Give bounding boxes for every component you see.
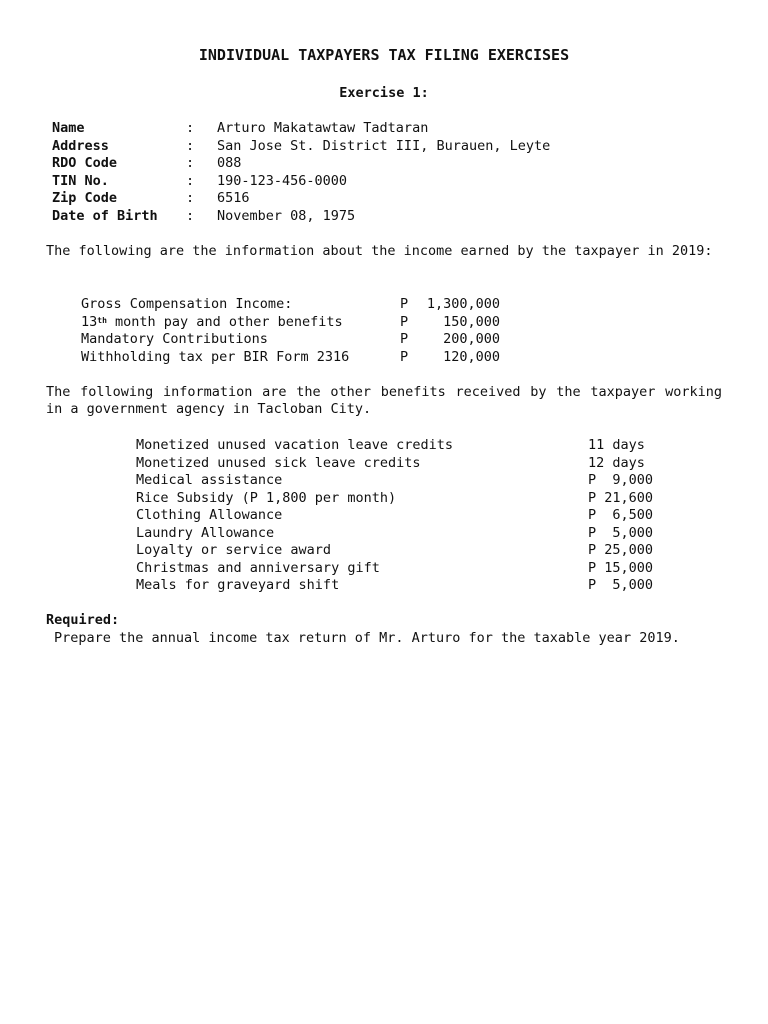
profile-colon: : (186, 120, 195, 136)
income-label-num: 13 (81, 314, 98, 330)
income-currency: P (400, 331, 409, 347)
income-label-rest: month pay and other benefits (106, 314, 343, 330)
income-amount: 120,000 (443, 349, 500, 365)
profile-label-rdo: RDO Code (52, 155, 118, 171)
benefit-value: P 15,000 (588, 560, 654, 576)
benefit-label: Monetized unused vacation leave credits (136, 437, 453, 453)
income-label: Withholding tax per BIR Form 2316 (81, 349, 350, 365)
benefit-label: Medical assistance (136, 472, 283, 488)
profile-colon: : (186, 173, 195, 189)
profile-label-tin: TIN No. (52, 173, 109, 189)
income-currency: P (400, 314, 409, 330)
benefit-label: Clothing Allowance (136, 507, 283, 523)
profile-value-name: Arturo Makatawtaw Tadtaran (217, 120, 429, 136)
income-amount: 150,000 (443, 314, 500, 330)
profile-colon: : (186, 208, 195, 224)
profile-value-address: San Jose St. District III, Burauen, Leyte (217, 138, 551, 154)
exercise-heading: Exercise 1: (339, 85, 429, 101)
benefit-value: P 25,000 (588, 542, 654, 558)
income-currency: P (400, 349, 409, 365)
benefit-label: Laundry Allowance (136, 525, 275, 541)
benefit-value: 11 days (588, 437, 645, 453)
income-label-superscript: th (97, 316, 107, 325)
profile-colon: : (186, 155, 195, 171)
benefit-value: P 5,000 (588, 525, 654, 541)
profile-value-tin: 190-123-456-0000 (217, 173, 348, 189)
income-currency: P (400, 296, 409, 312)
income-amount: 200,000 (443, 331, 500, 347)
profile-label-address: Address (52, 138, 109, 154)
required-heading: Required: (46, 612, 120, 628)
page-title: INDIVIDUAL TAXPAYERS TAX FILING EXERCISES (198, 46, 570, 64)
benefit-value: 12 days (588, 455, 645, 471)
income-amount: 1,300,000 (426, 296, 500, 312)
benefit-value: P 21,600 (588, 490, 654, 506)
income-label (81, 314, 343, 331)
profile-colon: : (186, 138, 195, 154)
benefit-label: Meals for graveyard shift (136, 577, 340, 593)
benefit-label: Rice Subsidy (P 1,800 per month) (136, 490, 397, 506)
income-label: Gross Compensation Income: (81, 296, 293, 312)
income-label: Mandatory Contributions (81, 331, 268, 347)
profile-label-dob: Date of Birth (52, 208, 158, 224)
profile-value-rdo: 088 (217, 155, 242, 171)
profile-label-name: Name (52, 120, 85, 136)
benefit-value: P 9,000 (588, 472, 654, 488)
profile-value-dob: November 08, 1975 (217, 208, 356, 224)
income-intro-paragraph: The following are the information about the income earned by the taxpayer in 2019: (46, 243, 713, 259)
profile-label-zip: Zip Code (52, 190, 118, 206)
benefit-label: Monetized unused sick leave credits (136, 455, 421, 471)
benefit-value: P 5,000 (588, 577, 654, 593)
benefit-label: Christmas and anniversary gift (136, 560, 380, 576)
profile-colon: : (186, 190, 195, 206)
required-text: Prepare the annual income tax return of Mr. Arturo for the taxable year 2019. (54, 630, 680, 646)
benefits-intro-paragraph: The following information are the other benefits received by the taxpayer working in a government agency in Tacloban City. (46, 384, 722, 417)
benefit-value: P 6,500 (588, 507, 654, 523)
benefit-label: Loyalty or service award (136, 542, 332, 558)
profile-value-zip: 6516 (217, 190, 250, 206)
